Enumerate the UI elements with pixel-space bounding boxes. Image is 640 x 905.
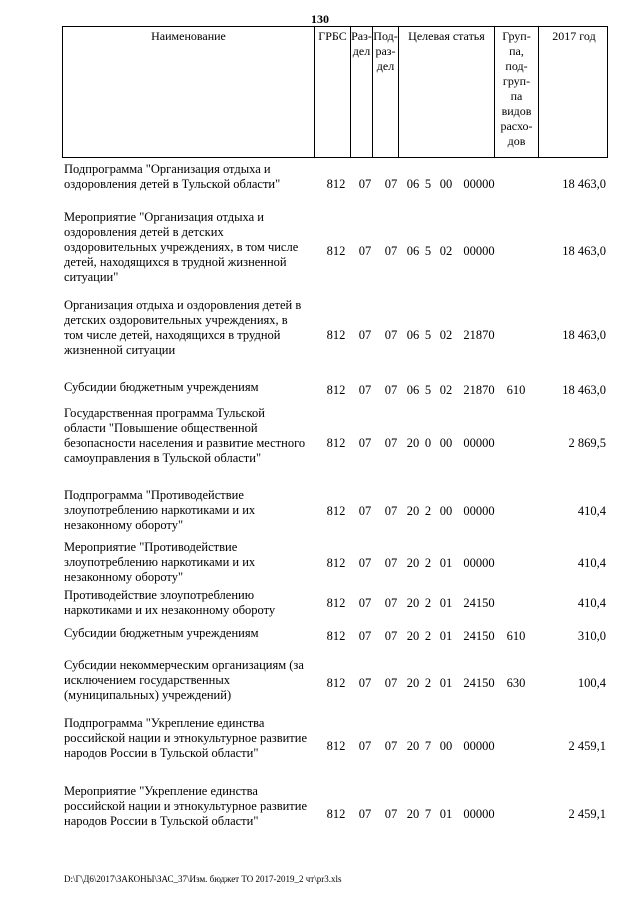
cell-grbs: 812 [326, 596, 346, 610]
cell-s4: 00000 [463, 739, 495, 753]
cell-razdel: 07 [358, 177, 372, 191]
cell-s1: 20 [406, 556, 420, 570]
page-number: 130 [311, 12, 329, 26]
cell-s4: 21870 [463, 383, 495, 397]
cell-grbs: 812 [326, 676, 346, 690]
cell-razdel: 07 [358, 556, 372, 570]
cell-podrazdel: 07 [384, 177, 398, 191]
cell-s4: 24150 [463, 676, 495, 690]
table-row [0, 658, 640, 708]
table-row [0, 380, 640, 400]
header-name: Наименование [63, 27, 315, 157]
table-row [0, 540, 640, 586]
cell-amount: 310,0 [577, 629, 606, 643]
cell-s1: 06 [406, 244, 420, 258]
cell-amount: 18 463,0 [562, 177, 606, 191]
cell-s3: 00 [439, 177, 453, 191]
file-path-footer: D:\Г\Д6\2017\ЗАКОНЫ\ЗАС_37\Изм. бюджет ТО 2017-2019_2 чт\pr3.xls [64, 874, 342, 884]
header-grbs: ГРБС [315, 27, 351, 157]
cell-s3: 01 [439, 556, 453, 570]
cell-podrazdel: 07 [384, 556, 398, 570]
cell-podrazdel: 07 [384, 629, 398, 643]
table-row [0, 588, 640, 618]
cell-s3: 01 [439, 596, 453, 610]
cell-s1: 20 [406, 596, 420, 610]
cell-amount: 18 463,0 [562, 244, 606, 258]
cell-grbs: 812 [326, 436, 346, 450]
cell-razdel: 07 [358, 596, 372, 610]
cell-grbs: 812 [326, 556, 346, 570]
row-name: Мероприятие "Укрепление единства российской нации и этнокультурное развитие народов России в Тульской области" [64, 784, 307, 828]
cell-s2: 5 [424, 383, 432, 397]
cell-amount: 2 459,1 [568, 739, 606, 753]
table-row [0, 162, 640, 207]
cell-s3: 02 [439, 383, 453, 397]
cell-amount: 410,4 [577, 556, 606, 570]
cell-s2: 2 [424, 629, 432, 643]
table-header [62, 26, 608, 158]
table-row [0, 210, 640, 293]
cell-s1: 20 [406, 739, 420, 753]
header-podrazdel: Под- раз- дел [373, 27, 399, 157]
cell-amount: 18 463,0 [562, 328, 606, 342]
cell-razdel: 07 [358, 504, 372, 518]
cell-s3: 00 [439, 504, 453, 518]
cell-razdel: 07 [358, 739, 372, 753]
row-name: Противодействие злоупотреблению наркотиками и их незаконному обороту [64, 588, 276, 617]
row-name: Подпрограмма "Противодействие злоупотреблению наркотиками и их незаконному обороту" [64, 488, 256, 532]
row-name: Подпрограмма "Укрепление единства российской нации и этнокультурное развитие народов России в Тульской области" [64, 716, 307, 760]
cell-s4: 00000 [463, 504, 495, 518]
cell-podrazdel: 07 [384, 676, 398, 690]
table-row [0, 626, 640, 646]
cell-grbs: 812 [326, 739, 346, 753]
table-row [0, 298, 640, 373]
header-gruppa: Груп- па, под- груп- па видов расхо- дов [495, 27, 539, 157]
cell-s2: 0 [424, 436, 432, 450]
cell-razdel: 07 [358, 328, 372, 342]
cell-podrazdel: 07 [384, 739, 398, 753]
cell-razdel: 07 [358, 807, 372, 821]
table-row [0, 716, 640, 776]
cell-grbs: 812 [326, 177, 346, 191]
cell-s1: 06 [406, 383, 420, 397]
cell-amount: 2 459,1 [568, 807, 606, 821]
row-name: Субсидии бюджетным учреждениям [64, 380, 259, 394]
cell-s2: 7 [424, 807, 432, 821]
row-name: Мероприятие "Противодействие злоупотреблению наркотиками и их незаконному обороту" [64, 540, 256, 584]
cell-s1: 20 [406, 676, 420, 690]
table-row [0, 488, 640, 534]
cell-razdel: 07 [358, 244, 372, 258]
cell-grbs: 812 [326, 244, 346, 258]
cell-s2: 5 [424, 328, 432, 342]
cell-podrazdel: 07 [384, 504, 398, 518]
cell-s1: 06 [406, 328, 420, 342]
cell-s4: 24150 [463, 629, 495, 643]
cell-podrazdel: 07 [384, 244, 398, 258]
cell-s1: 20 [406, 436, 420, 450]
header-razdel: Раз- дел [351, 27, 373, 157]
cell-s2: 2 [424, 556, 432, 570]
cell-podrazdel: 07 [384, 596, 398, 610]
header-year: 2017 год [552, 29, 596, 43]
cell-s4: 21870 [463, 328, 495, 342]
cell-s1: 06 [406, 177, 420, 191]
cell-podrazdel: 07 [384, 328, 398, 342]
row-name: Подпрограмма "Организация отдыха и оздоровления детей в Тульской области" [64, 162, 281, 191]
cell-podrazdel: 07 [384, 807, 398, 821]
cell-s2: 2 [424, 676, 432, 690]
cell-s2: 2 [424, 504, 432, 518]
cell-s2: 7 [424, 739, 432, 753]
cell-razdel: 07 [358, 629, 372, 643]
cell-s3: 02 [439, 328, 453, 342]
cell-s4: 00000 [463, 244, 495, 258]
cell-razdel: 07 [358, 436, 372, 450]
row-name: Субсидии некоммерческим организациям (за исключением государственных (муниципальных) учреждений) [64, 658, 304, 702]
cell-s3: 00 [439, 436, 453, 450]
cell-amount: 2 869,5 [568, 436, 606, 450]
cell-s4: 24150 [463, 596, 495, 610]
cell-s4: 00000 [463, 177, 495, 191]
cell-s4: 00000 [463, 556, 495, 570]
cell-grp: 610 [506, 383, 526, 397]
cell-s2: 2 [424, 596, 432, 610]
cell-s2: 5 [424, 177, 432, 191]
cell-s1: 20 [406, 807, 420, 821]
cell-s1: 20 [406, 629, 420, 643]
cell-grbs: 812 [326, 629, 346, 643]
cell-razdel: 07 [358, 383, 372, 397]
cell-s3: 01 [439, 629, 453, 643]
cell-razdel: 07 [358, 676, 372, 690]
table-row [0, 784, 640, 844]
cell-amount: 18 463,0 [562, 383, 606, 397]
cell-grbs: 812 [326, 807, 346, 821]
cell-s3: 00 [439, 739, 453, 753]
row-name: Государственная программа Тульской области "Повышение общественной безопасности населения и развитие местного самоуправления в Тульской области" [64, 406, 306, 465]
cell-s3: 01 [439, 676, 453, 690]
cell-s4: 00000 [463, 436, 495, 450]
cell-s3: 01 [439, 807, 453, 821]
header-celevaya: Целевая статья [399, 27, 495, 157]
row-name: Мероприятие "Организация отдыха и оздоровления детей в детских оздоровительных учреждениях, в том числе детей, находящихся в трудной жизненной ситуации" [64, 210, 299, 284]
cell-podrazdel: 07 [384, 383, 398, 397]
cell-podrazdel: 07 [384, 436, 398, 450]
row-name: Субсидии бюджетным учреждениям [64, 626, 259, 640]
cell-s2: 5 [424, 244, 432, 258]
table-row [0, 406, 640, 481]
cell-grbs: 812 [326, 328, 346, 342]
cell-amount: 410,4 [577, 596, 606, 610]
cell-amount: 410,4 [577, 504, 606, 518]
cell-grbs: 812 [326, 383, 346, 397]
cell-s3: 02 [439, 244, 453, 258]
cell-s1: 20 [406, 504, 420, 518]
cell-grp: 610 [506, 629, 526, 643]
cell-grbs: 812 [326, 504, 346, 518]
cell-amount: 100,4 [577, 676, 606, 690]
cell-grp: 630 [506, 676, 526, 690]
cell-s4: 00000 [463, 807, 495, 821]
row-name: Организация отдыха и оздоровления детей в детских оздоровительных учреждениях, в том числе детей, находящихся в трудной жизненной ситуации [64, 298, 302, 357]
